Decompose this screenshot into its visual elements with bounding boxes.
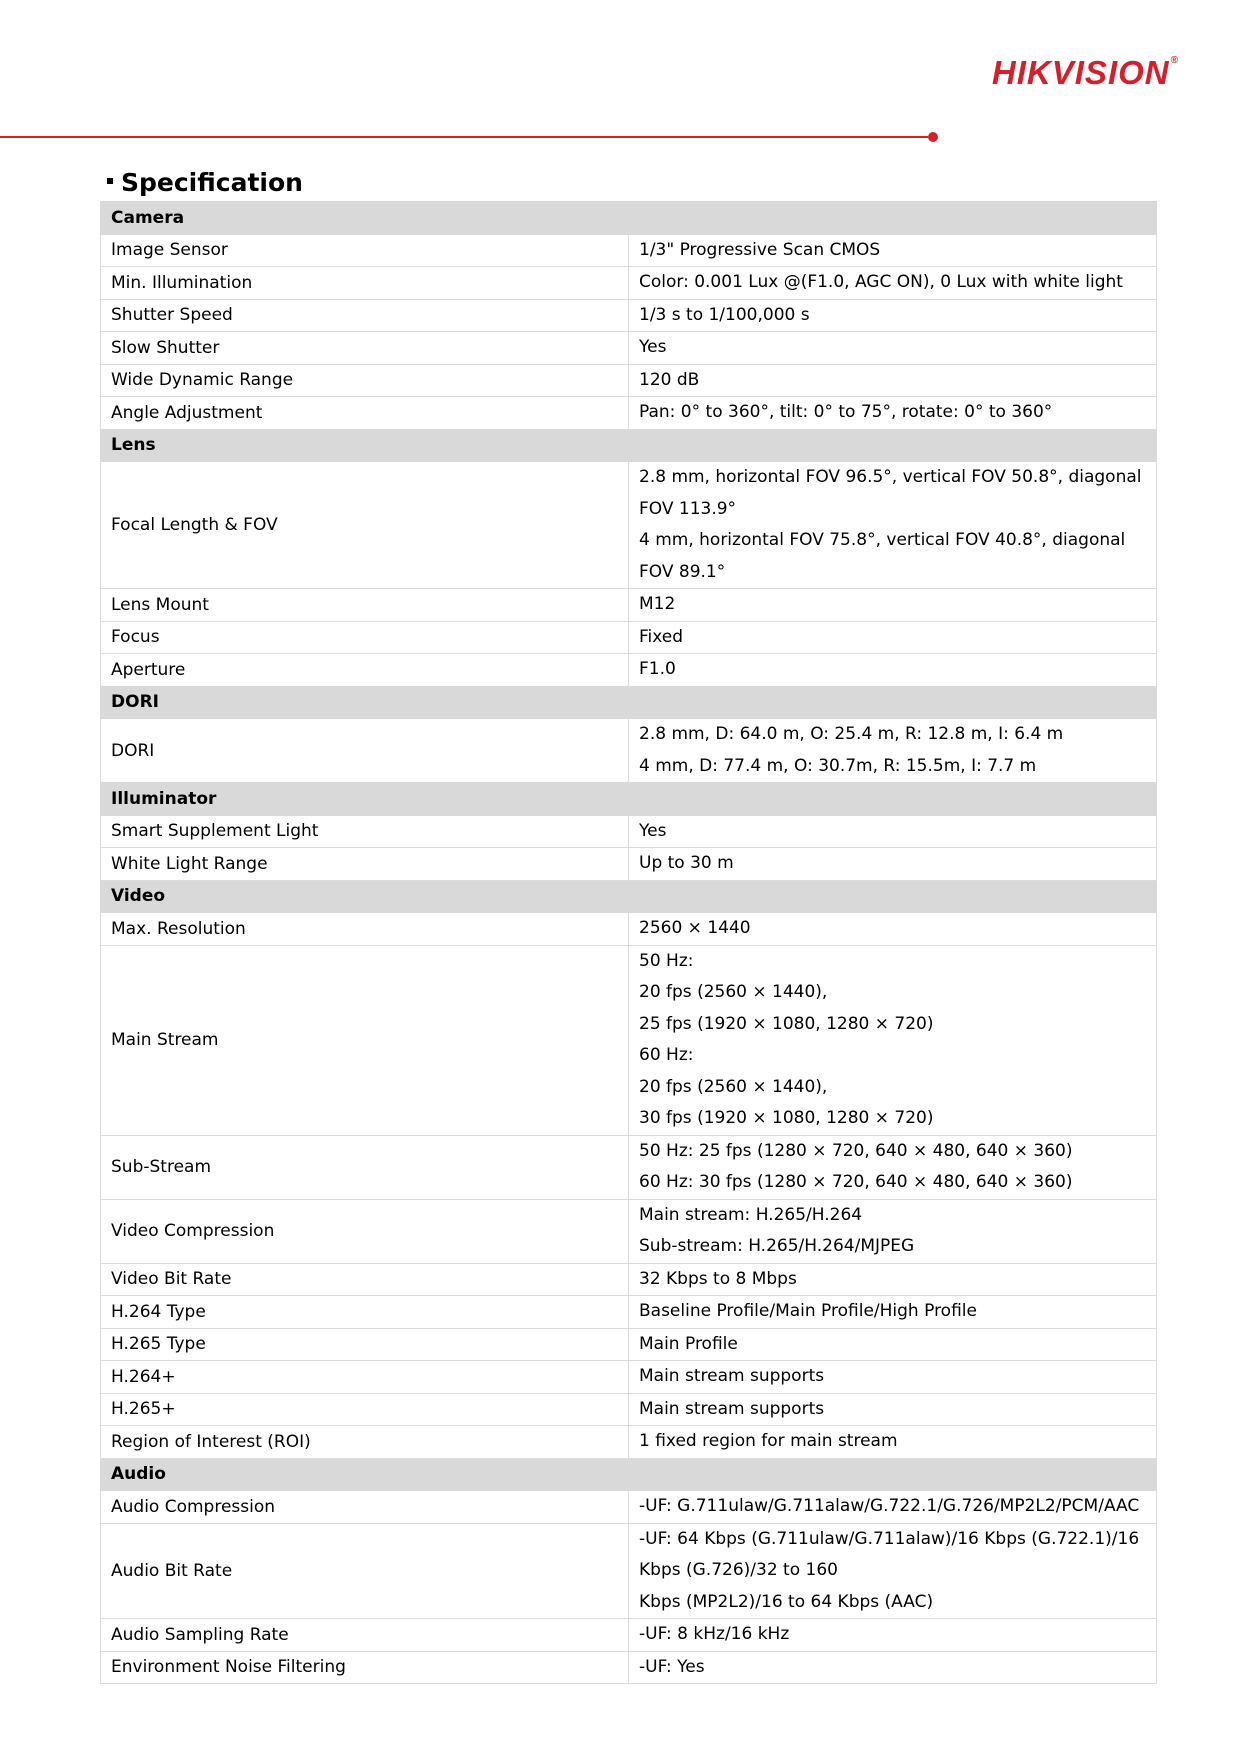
spec-label: Audio Compression (101, 1491, 629, 1524)
spec-value (629, 719, 1157, 783)
category-title: Camera (101, 202, 1157, 235)
spec-value (629, 1491, 1157, 1524)
category-row (101, 202, 1157, 235)
spec-value-line: Sub-stream: H.265/H.264/MJPEG (639, 1236, 915, 1256)
spec-value (629, 1426, 1157, 1459)
spec-value-line: Color: 0.001 Lux @(F1.0, AGC ON), 0 Lux with white light (639, 272, 1123, 292)
spec-row (101, 397, 1157, 430)
brand-name: HIKVISION (991, 54, 1170, 91)
spec-value-line: 1/3 s to 1/100,000 s (639, 304, 810, 325)
spec-value-line: 25 fps (1920 × 1080, 1280 × 720) (639, 1013, 934, 1034)
spec-value (629, 1135, 1157, 1199)
spec-value (629, 654, 1157, 687)
spec-value-line: 30 fps (1920 × 1080, 1280 × 720) (639, 1108, 934, 1128)
spec-label: Video Compression (101, 1199, 629, 1263)
spec-row (101, 719, 1157, 783)
spec-row (101, 1523, 1157, 1619)
spec-row (101, 945, 1157, 1135)
category-row (101, 1458, 1157, 1491)
spec-value-line: -UF: 64 Kbps (G.711ulaw/G.711alaw)/16 Kbps (G.722.1)/16 Kbps (G.726)/32 to 160 (639, 1528, 1140, 1580)
spec-label: Min. Illumination (101, 267, 629, 300)
spec-row (101, 1361, 1157, 1394)
spec-value (629, 848, 1157, 881)
spec-label: Environment Noise Filtering (101, 1651, 629, 1684)
spec-label: Audio Sampling Rate (101, 1619, 629, 1652)
spec-label: H.265 Type (101, 1328, 629, 1361)
category-title: DORI (101, 686, 1157, 719)
spec-label: Main Stream (101, 945, 629, 1135)
spec-value (629, 1361, 1157, 1394)
spec-row (101, 462, 1157, 589)
spec-value-line: 50 Hz: (639, 950, 694, 971)
spec-label: H.264+ (101, 1361, 629, 1394)
spec-value-line: Main stream: H.265/H.264 (639, 1204, 863, 1225)
spec-value (629, 589, 1157, 622)
category-row (101, 783, 1157, 816)
spec-label: Sub-Stream (101, 1135, 629, 1199)
spec-row (101, 234, 1157, 267)
spec-label: Audio Bit Rate (101, 1523, 629, 1619)
spec-label: DORI (101, 719, 629, 783)
spec-value (629, 1199, 1157, 1263)
spec-value-line: Kbps (MP2L2)/16 to 64 Kbps (AAC) (639, 1591, 934, 1612)
spec-value-line: Up to 30 m (639, 853, 734, 873)
spec-row (101, 1393, 1157, 1426)
spec-value (629, 299, 1157, 332)
spec-value (629, 1651, 1157, 1684)
spec-value-line: -UF: Yes (639, 1656, 705, 1677)
spec-value-line: Main Profile (639, 1333, 738, 1354)
spec-value-line: 4 mm, horizontal FOV 75.8°, vertical FOV 40.8°, diagonal FOV 89.1° (639, 530, 1126, 582)
spec-value (629, 234, 1157, 267)
spec-label: Focus (101, 621, 629, 654)
spec-row (101, 1491, 1157, 1524)
spec-value-line: 20 fps (2560 × 1440), (639, 1076, 828, 1097)
spec-value-line: 4 mm, D: 77.4 m, O: 30.7m, R: 15.5m, I: 7.7 m (639, 755, 1037, 776)
spec-label: Shutter Speed (101, 299, 629, 332)
spec-value (629, 913, 1157, 946)
spec-value-line: -UF: 8 kHz/16 kHz (639, 1624, 790, 1644)
spec-value-line: -UF: G.711ulaw/G.711alaw/G.722.1/G.726/MP2L2/PCM/AAC (639, 1496, 1140, 1516)
spec-row (101, 267, 1157, 300)
spec-value (629, 1328, 1157, 1361)
spec-row (101, 1199, 1157, 1263)
spec-value-line: Yes (639, 820, 667, 841)
spec-label: Image Sensor (101, 234, 629, 267)
section-title (107, 168, 303, 197)
spec-value (629, 397, 1157, 430)
spec-label: Video Bit Rate (101, 1263, 629, 1296)
spec-row (101, 332, 1157, 365)
spec-row (101, 1135, 1157, 1199)
spec-value-line: Fixed (639, 626, 684, 647)
spec-value-line: Main stream supports (639, 1366, 825, 1386)
category-title: Lens (101, 429, 1157, 462)
spec-row (101, 621, 1157, 654)
spec-value-line: 60 Hz: (639, 1045, 694, 1065)
spec-value-line: 2.8 mm, D: 64.0 m, O: 25.4 m, R: 12.8 m, I: 6.4 m (639, 724, 1064, 744)
spec-value (629, 1619, 1157, 1652)
spec-value (629, 1393, 1157, 1426)
spec-row (101, 299, 1157, 332)
spec-label: H.265+ (101, 1393, 629, 1426)
spec-label: White Light Range (101, 848, 629, 881)
spec-label: Slow Shutter (101, 332, 629, 365)
category-row (101, 880, 1157, 913)
spec-value-line: Main stream supports (639, 1398, 825, 1419)
spec-value-line: 120 dB (639, 369, 700, 390)
spec-label: Max. Resolution (101, 913, 629, 946)
spec-value (629, 815, 1157, 848)
header-rule (0, 136, 928, 138)
spec-value-line: 2560 × 1440 (639, 918, 751, 938)
spec-value-line: F1.0 (639, 659, 676, 679)
spec-label: Focal Length & FOV (101, 462, 629, 589)
spec-row (101, 364, 1157, 397)
category-row (101, 429, 1157, 462)
spec-value-line: 60 Hz: 30 fps (1280 × 720, 640 × 480, 640 × 360) (639, 1172, 1073, 1192)
spec-value-line: Pan: 0° to 360°, tilt: 0° to 75°, rotate: 0° to 360° (639, 402, 1053, 422)
spec-value (629, 267, 1157, 300)
spec-value (629, 1523, 1157, 1619)
spec-row (101, 654, 1157, 687)
spec-value-line: 1/3" Progressive Scan CMOS (639, 239, 881, 260)
spec-value-line: 1 fixed region for main stream (639, 1431, 898, 1451)
spec-row (101, 1651, 1157, 1684)
spec-row (101, 1296, 1157, 1329)
spec-row (101, 815, 1157, 848)
spec-value-line: 20 fps (2560 × 1440), (639, 982, 828, 1002)
spec-value-line: Baseline Profile/Main Profile/High Profile (639, 1301, 977, 1321)
spec-label: H.264 Type (101, 1296, 629, 1329)
spec-label: Wide Dynamic Range (101, 364, 629, 397)
section-title-text: Specification (121, 168, 303, 197)
category-title: Illuminator (101, 783, 1157, 816)
category-row (101, 686, 1157, 719)
spec-label: Aperture (101, 654, 629, 687)
bullet-icon (107, 178, 113, 184)
spec-value-line: 50 Hz: 25 fps (1280 × 720, 640 × 480, 640 × 360) (639, 1140, 1073, 1161)
spec-value (629, 364, 1157, 397)
spec-label: Angle Adjustment (101, 397, 629, 430)
spec-row (101, 1619, 1157, 1652)
spec-label: Smart Supplement Light (101, 815, 629, 848)
spec-row (101, 1426, 1157, 1459)
brand-logo (992, 56, 1179, 89)
category-title: Video (101, 880, 1157, 913)
spec-value (629, 945, 1157, 1135)
spec-label: Region of Interest (ROI) (101, 1426, 629, 1459)
category-title: Audio (101, 1458, 1157, 1491)
spec-value-line: M12 (639, 594, 676, 614)
spec-value-line: Yes (639, 337, 667, 357)
spec-value (629, 462, 1157, 589)
spec-value-line: 32 Kbps to 8 Mbps (639, 1268, 797, 1289)
spec-value (629, 621, 1157, 654)
header-rule-dot (928, 132, 938, 142)
spec-value (629, 332, 1157, 365)
spec-value (629, 1296, 1157, 1329)
spec-table-body (101, 202, 1157, 1684)
spec-row (101, 589, 1157, 622)
spec-row (101, 913, 1157, 946)
spec-value (629, 1263, 1157, 1296)
spec-row (101, 1328, 1157, 1361)
spec-label: Lens Mount (101, 589, 629, 622)
spec-value-line: 2.8 mm, horizontal FOV 96.5°, vertical FOV 50.8°, diagonal FOV 113.9° (639, 467, 1142, 519)
spec-table (100, 201, 1157, 1684)
registered-mark: ® (1170, 55, 1179, 66)
spec-row (101, 1263, 1157, 1296)
spec-row (101, 848, 1157, 881)
